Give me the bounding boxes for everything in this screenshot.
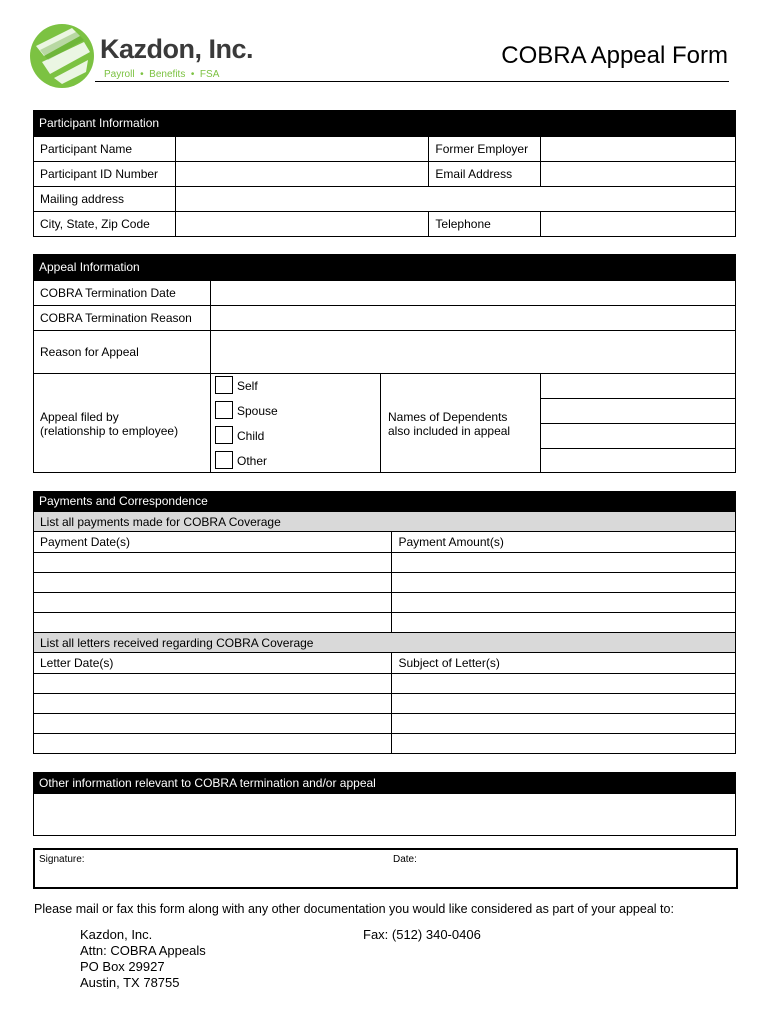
spouse-checkbox[interactable]	[215, 401, 233, 419]
letter-date-field[interactable]	[34, 734, 392, 754]
reason-for-appeal-label: Reason for Appeal	[34, 331, 211, 374]
payment-amount-field[interactable]	[392, 593, 736, 613]
title-divider	[95, 81, 729, 82]
date-label: Date:	[393, 854, 417, 865]
address-line: PO Box 29927	[80, 959, 165, 974]
letter-date-field[interactable]	[34, 674, 392, 694]
brand-tagline: Payroll • Benefits • FSA	[104, 69, 220, 80]
payment-amount-field[interactable]	[392, 573, 736, 593]
fax-number: Fax: (512) 340-0406	[363, 927, 481, 942]
other-info-section-header: Other information relevant to COBRA termination and/or appeal	[33, 772, 736, 794]
self-option-label: Self	[237, 379, 258, 393]
payments-list-header: List all payments made for COBRA Coverage	[33, 511, 736, 532]
address-line: Attn: COBRA Appeals	[80, 943, 206, 958]
dependent-field-4[interactable]	[541, 449, 735, 472]
telephone-field[interactable]	[541, 212, 736, 237]
letter-subject-column-header: Subject of Letter(s)	[392, 653, 736, 674]
payment-amount-field[interactable]	[392, 613, 736, 633]
former-employer-label: Former Employer	[429, 137, 541, 162]
payment-date-column-header: Payment Date(s)	[34, 532, 392, 553]
city-state-zip-label: City, State, Zip Code	[34, 212, 176, 237]
mailing-instructions: Please mail or fax this form along with any other documentation you would like considered as part of your appeal to:	[34, 902, 674, 916]
dependent-field-3[interactable]	[541, 424, 735, 448]
child-option-label: Child	[237, 429, 265, 443]
letter-subject-field[interactable]	[392, 734, 736, 754]
spouse-option-label: Spouse	[237, 404, 278, 418]
signature-date-field[interactable]	[425, 852, 733, 886]
other-checkbox[interactable]	[215, 451, 233, 469]
dependents-label-line1: Names of Dependents	[388, 410, 508, 424]
payments-table	[33, 531, 736, 633]
letter-subject-field[interactable]	[392, 674, 736, 694]
address-line: Kazdon, Inc.	[80, 927, 153, 942]
company-logo	[28, 22, 98, 90]
signature-field[interactable]	[100, 852, 385, 886]
letter-date-field[interactable]	[34, 694, 392, 714]
former-employer-field[interactable]	[541, 137, 736, 162]
termination-reason-label: COBRA Termination Reason	[34, 306, 211, 331]
mailing-address-field[interactable]	[175, 187, 735, 212]
payment-amount-column-header: Payment Amount(s)	[392, 532, 736, 553]
payment-date-field[interactable]	[34, 613, 392, 633]
mailing-address-label: Mailing address	[34, 187, 176, 212]
payments-section-header: Payments and Correspondence	[33, 491, 736, 512]
participant-table	[33, 136, 736, 237]
self-checkbox[interactable]	[215, 376, 233, 394]
appeal-filed-by-label: Appeal filed by	[40, 410, 119, 424]
signature-label: Signature:	[39, 854, 85, 865]
participant-id-label: Participant ID Number	[34, 162, 176, 187]
city-state-zip-field[interactable]	[175, 212, 429, 237]
participant-id-field[interactable]	[175, 162, 429, 187]
letter-date-column-header: Letter Date(s)	[34, 653, 392, 674]
appeal-filed-by-sublabel: (relationship to employee)	[40, 424, 179, 438]
appeal-section-header: Appeal Information	[33, 254, 736, 280]
filed-by-divider-1	[210, 373, 211, 473]
participant-section-header: Participant Information	[33, 110, 736, 136]
other-info-field[interactable]	[33, 793, 736, 836]
dependent-field-2[interactable]	[541, 399, 735, 423]
email-field[interactable]	[541, 162, 736, 187]
termination-date-field[interactable]	[210, 281, 735, 306]
payment-date-field[interactable]	[34, 553, 392, 573]
letters-table	[33, 652, 736, 754]
child-checkbox[interactable]	[215, 426, 233, 444]
kazdon-logo-icon	[28, 22, 98, 90]
other-option-label: Other	[237, 454, 268, 468]
telephone-label: Telephone	[429, 212, 541, 237]
reason-for-appeal-field[interactable]	[210, 331, 735, 374]
letter-subject-field[interactable]	[392, 714, 736, 734]
participant-name-field[interactable]	[175, 137, 429, 162]
appeal-table	[33, 280, 736, 374]
dependent-field-1[interactable]	[541, 374, 735, 398]
termination-date-label: COBRA Termination Date	[34, 281, 211, 306]
payment-date-field[interactable]	[34, 593, 392, 613]
letters-list-header: List all letters received regarding COBRA Coverage	[33, 632, 736, 653]
address-line: Austin, TX 78755	[80, 975, 180, 990]
letter-subject-field[interactable]	[392, 694, 736, 714]
termination-reason-field[interactable]	[210, 306, 735, 331]
dependents-label-line2: also included in appeal	[388, 424, 511, 438]
brand-name: Kazdon, Inc.	[100, 34, 254, 64]
letter-date-field[interactable]	[34, 714, 392, 734]
filed-by-divider-2	[380, 373, 381, 473]
participant-name-label: Participant Name	[34, 137, 176, 162]
payment-amount-field[interactable]	[392, 553, 736, 573]
payment-date-field[interactable]	[34, 573, 392, 593]
mailing-address-block	[80, 927, 206, 991]
page-title: COBRA Appeal Form	[501, 42, 728, 69]
email-label: Email Address	[429, 162, 541, 187]
